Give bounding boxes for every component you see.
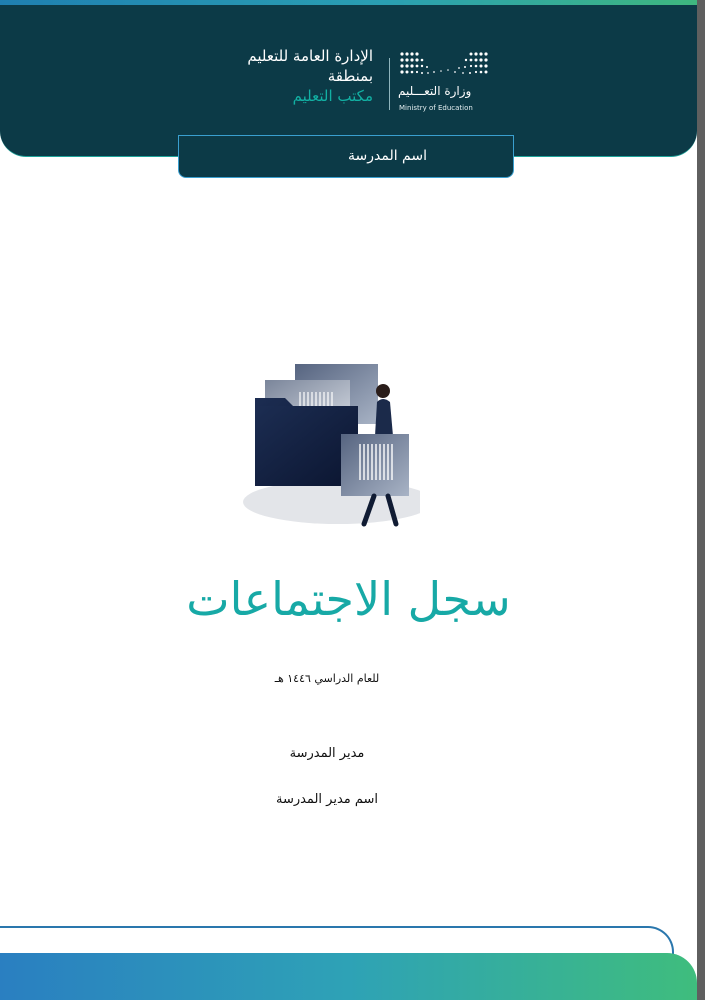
header-divider: [389, 58, 390, 110]
header-top-stripe: [0, 0, 697, 5]
school-name-tab: [178, 135, 514, 178]
education-office: مكتب التعليم: [292, 87, 373, 105]
ministry-logo-icon: [398, 48, 490, 84]
principal-name: اسم مدير المدرسة: [275, 792, 379, 807]
page-edge-shadow: [697, 0, 705, 1000]
footer-band: [0, 953, 697, 1000]
principal-role: مدير المدرسة: [289, 746, 365, 761]
school-name: اسم المدرسة: [348, 148, 427, 164]
ministry-name-english: Ministry of Education: [399, 104, 473, 112]
academic-year: للعام الدراسي ١٤٤٦ هـ: [274, 672, 380, 685]
document-title: سجل الاجتماعات: [186, 572, 511, 626]
department-line-1: الإدارة العامة للتعليم: [247, 47, 373, 65]
ministry-name-arabic: وزارة التعـــليم: [398, 84, 472, 98]
department-line-2: بمنطقة: [327, 67, 373, 85]
department-block: [153, 46, 373, 106]
folder-person-illustration-icon: [240, 362, 420, 532]
ministry-logo: [398, 48, 490, 118]
